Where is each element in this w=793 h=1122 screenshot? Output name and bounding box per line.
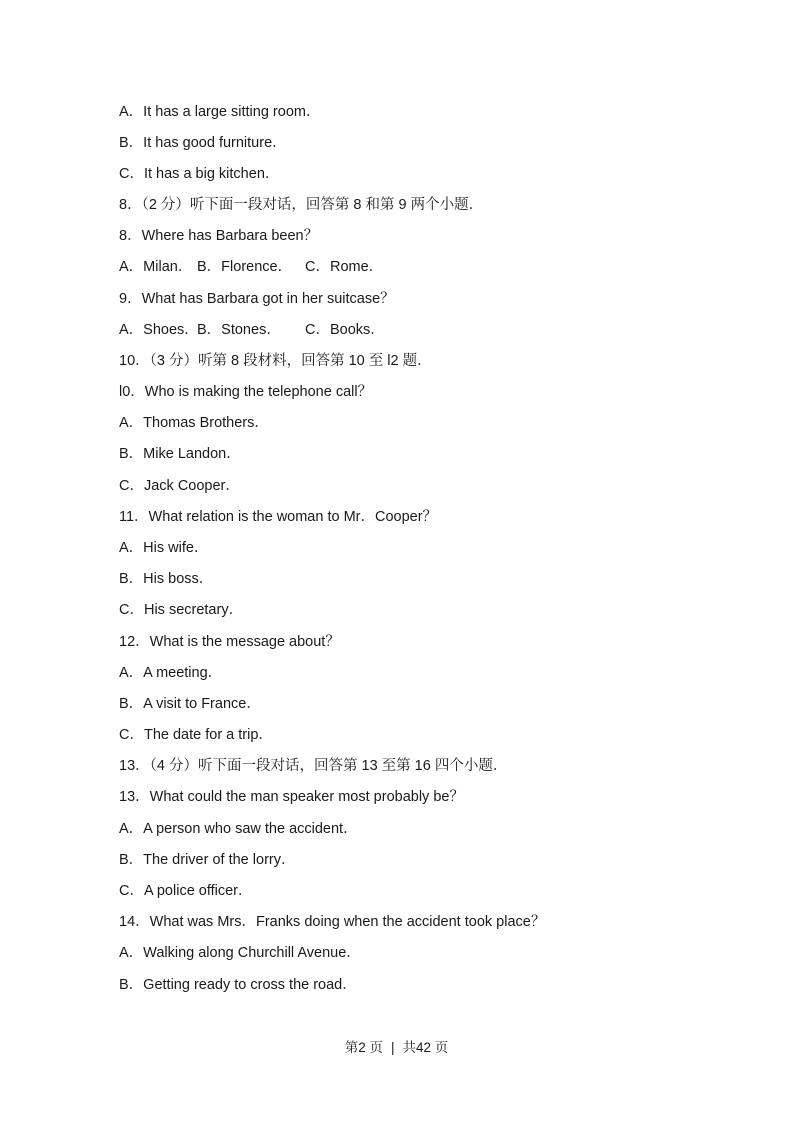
option-line: B．It has good furniture． (119, 135, 287, 151)
option-line: B．His boss． (119, 571, 214, 587)
section-instruction: 10．（3 分）听第 8 段材料，回答第 10 至 l2 题． (119, 353, 432, 369)
option-line: A．Walking along Churchill Avenue． (119, 945, 361, 961)
total-pages: 共42 页 (402, 1040, 449, 1055)
option-line: C．The date for a trip． (119, 727, 273, 743)
q9-options (119, 320, 415, 340)
option-line: A．A meeting． (119, 665, 223, 681)
option-line: C．Jack Cooper． (119, 478, 240, 494)
option-line: B．Getting ready to cross the road． (119, 977, 357, 993)
current-page: 第2 页 (344, 1040, 383, 1055)
option-b: B．Florence． (197, 259, 293, 275)
question-line: 9．What has Barbara got in her suitcase？ (119, 291, 395, 307)
question-line: 14．What was Mrs．Franks doing when the accident took place？ (119, 914, 546, 930)
option-line: B．A visit to France． (119, 696, 261, 712)
option-a: A．Milan． (119, 259, 193, 275)
option-c: C．Rome． (305, 259, 384, 275)
question-line: 8．Where has Barbara been？ (119, 228, 319, 244)
option-line: A．A person who saw the accident． (119, 821, 358, 837)
question-line: 11．What relation is the woman to Mr．Cooper？ (119, 509, 438, 525)
option-line: A．His wife． (119, 540, 209, 556)
option-b: B．Stones． (197, 322, 281, 338)
option-line: C．It has a big kitchen． (119, 166, 280, 182)
option-line: B．Mike Landon． (119, 446, 241, 462)
question-line: l0．Who is making the telephone call？ (119, 384, 373, 400)
footer-separator: | (390, 1040, 395, 1055)
option-line: A．It has a large sitting room． (119, 104, 321, 120)
question-line: 12．What is the message about？ (119, 634, 340, 650)
question-line: 13．What could the man speaker most probably be？ (119, 789, 464, 805)
option-line: A．Thomas Brothers． (119, 415, 269, 431)
option-line: B．The driver of the lorry． (119, 852, 296, 868)
page-footer (0, 1038, 793, 1058)
option-c: C．Books． (305, 322, 385, 338)
option-line: C．His secretary． (119, 602, 244, 618)
q8-options (119, 257, 415, 277)
option-line: C．A police officer． (119, 883, 253, 899)
option-a: A．Shoes． (119, 322, 199, 338)
section-instruction: 8．（2 分）听下面一段对话，回答第 8 和第 9 两个小题． (119, 197, 484, 213)
section-instruction: 13．（4 分）听下面一段对话，回答第 13 至第 16 四个小题． (119, 758, 508, 774)
